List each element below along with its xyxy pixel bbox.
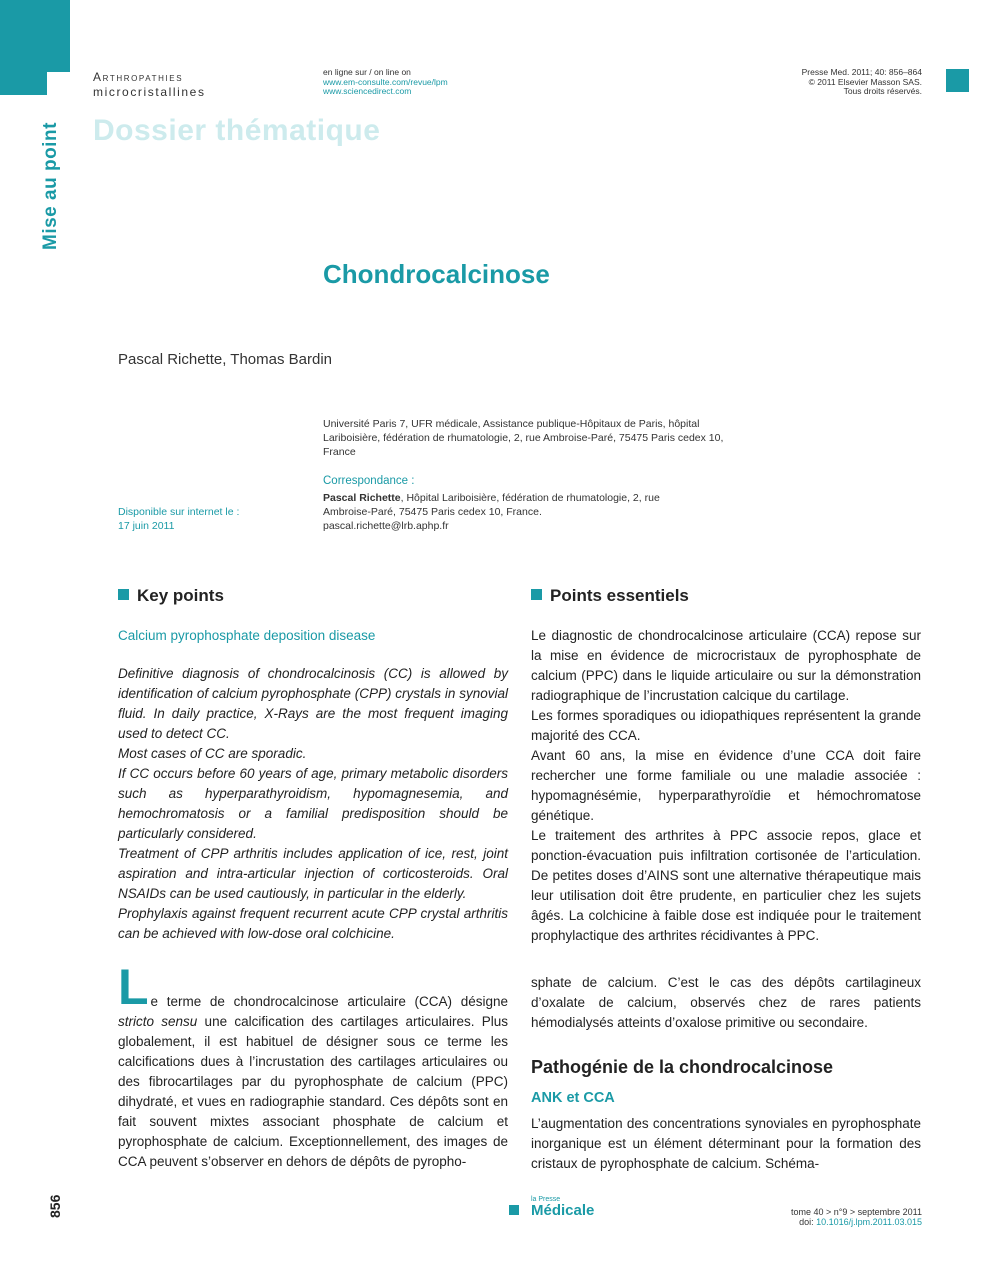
- copyright: © 2011 Elsevier Masson SAS.: [808, 76, 922, 87]
- key-point-paragraph: Definitive diagnosis of chondrocalcinosis (CC) is allowed by identification of calcium pyrophosphate (CPP) crystals in synovial fluid. In daily practice, X-Rays are the most frequent imaging used to detect CC.: [118, 666, 508, 741]
- avail-date: 17 juin 2011: [118, 520, 175, 532]
- affiliation: Université Paris 7, UFR médicale, Assistance publique-Hôpitaux de Paris, hôpital Lariboisière, fédération de rhumatologie, 2, rue Ambroise-Paré, 75475 Paris cedex 10, France: [323, 418, 724, 458]
- square-bullet-icon: [118, 589, 129, 600]
- column2-continuation: sphate de calcium. C’est le cas des dépôts cartilagineux d’oxalate de calcium, observés chez de rares patients hémodialysés atteints d’oxalose primitive ou secondaire.: [531, 975, 921, 1030]
- journal-reference: [802, 68, 922, 97]
- subsection-heading: ANK et CCA: [531, 1090, 615, 1106]
- point-paragraph: Les formes sporadiques ou idiopathiques représentent la grande majorité des CCA.: [531, 708, 921, 743]
- footer-issue-info: [791, 1207, 922, 1227]
- doi-label: doi:: [799, 1217, 817, 1227]
- intro-body: [118, 959, 509, 1172]
- doi-link[interactable]: 10.1016/j.lpm.2011.03.015: [816, 1217, 922, 1227]
- doi-line: [791, 1217, 922, 1227]
- corner-notch: [47, 72, 70, 95]
- drop-cap: L: [118, 959, 149, 1015]
- rights: Tous droits réservés.: [843, 86, 922, 96]
- points-essentiels-heading: [531, 586, 689, 606]
- dossier-title: Dossier thématique: [93, 114, 381, 147]
- pathogen-paragraph: L’augmentation des concentrations synoviales en pyrophosphate inorganique est un élément déterminant pour la formation des cristaux de pyrophosphate de calcium. Schéma-: [531, 1116, 921, 1171]
- logo-square-icon: [509, 1205, 519, 1215]
- key-point-paragraph: Most cases of CC are sporadic.: [118, 746, 307, 761]
- key-point-paragraph: Treatment of CPP arthritis includes application of ice, rest, joint aspiration and intra-articular injection of corticosteroids. Oral NSAIDs can be used cautiously, in particular in the elderly.: [118, 846, 508, 901]
- side-label: Mise au point: [40, 122, 61, 250]
- corr-email[interactable]: pascal.richette@lrb.aphp.fr: [323, 520, 449, 532]
- corr-name: Pascal Richette: [323, 492, 401, 504]
- journal-ref: Presse Med. 2011; 40: 856–864: [801, 67, 922, 77]
- section-label: [93, 70, 206, 100]
- article-title: Chondrocalcinose: [323, 259, 550, 289]
- right-accent-tab: [946, 69, 969, 92]
- online-label: en ligne sur / on line on: [323, 67, 411, 77]
- online-link-sciencedirect[interactable]: www.sciencedirect.com: [323, 86, 412, 96]
- issue-line: tome 40 > n°9 > septembre 2011: [790, 1207, 922, 1217]
- logo-small-text: la Presse: [531, 1196, 561, 1203]
- section-heading: Pathogénie de la chondrocalcinose: [531, 1057, 834, 1077]
- logo-big-text: Médicale: [531, 1202, 595, 1219]
- points-essentiels-title: Points essentiels: [550, 586, 689, 605]
- online-link-emconsulte[interactable]: www.em-consulte.com/revue/lpm: [323, 76, 448, 87]
- key-points-text: [118, 664, 508, 944]
- corr-address: , Hôpital Lariboisière, fédération de rhumatologie, 2, rue Ambroise-Paré, 75475 Paris cedex 10, France.: [323, 492, 660, 518]
- intro-italic: stricto sensu: [118, 1014, 198, 1029]
- intro-part2: une calcification des cartilages articulaires. Plus globalement, il est habituel de désigner sous ce terme les calcifications dues à l’incrustation des cartilages articulaires ou des fibrocartilages par du pyrophosphate de calcium (PPC) dihydraté, et vues en radiographie standard. Ces dépôts sont en fait souvent mixtes associant phosphate de calcium et pyrophosphate de calcium. Exceptionnellement, des images de CCA peuvent s’observer en dehors de dépôts de pyropho-: [118, 1014, 509, 1169]
- page-number: 856: [47, 1194, 63, 1218]
- key-points-title: Key points: [137, 586, 224, 605]
- square-bullet-icon: [531, 589, 542, 600]
- point-paragraph: Avant 60 ans, la mise en évidence d’une CCA doit faire rechercher une forme familiale ou une maladie associée : hypomagnésémie, hyperparathyroïdie et hémochromatose génétique.: [531, 748, 921, 823]
- point-paragraph: Le diagnostic de chondrocalcinose articulaire (CCA) repose sur la mise en évidence de microcristaux de pyrophosphate de calcium (PPC) dans le liquide articulaire ou sur la démonstration radiographique de l’incrustation calcique du cartilage.: [531, 628, 921, 703]
- key-points-subheading: Calcium pyrophosphate deposition disease: [118, 628, 376, 643]
- availability: [118, 505, 239, 533]
- points-essentiels-text: [531, 626, 921, 946]
- point-paragraph: Le traitement des arthrites à PPC associe repos, glace et ponction-évacuation puis infiltration cortisonée de l’articulation. De petites doses d’AINS sont une alternative thérapeutique mais leur utilisation doit être prudente, en particulier chez les sujets âgés. La colchicine à faible dose est indiquée pour le traitement prophylactique des arthrites récidivantes à PPC.: [531, 828, 921, 943]
- key-point-paragraph: If CC occurs before 60 years of age, primary metabolic disorders such as hyperparathyroidism, hypomagnesemia, and hemochromatosis or a familial predisposition should be particularly considered.: [118, 766, 508, 841]
- authors: Pascal Richette, Thomas Bardin: [118, 351, 332, 368]
- key-point-paragraph: Prophylaxis against frequent recurrent acute CPP crystal arthritis can be achieved with low-dose oral colchicine.: [118, 906, 508, 941]
- section-line2: microcristallines: [93, 85, 206, 99]
- intro-part1: e terme de chondrocalcinose articulaire (CCA) désigne: [150, 994, 508, 1009]
- intro-paragraph: [118, 959, 509, 1172]
- online-box: [323, 68, 448, 97]
- key-points-heading: [118, 586, 224, 606]
- avail-label: Disponible sur internet le :: [118, 506, 240, 518]
- section-line1: Arthropathies: [93, 70, 184, 84]
- correspondence-label: Correspondance :: [323, 475, 415, 487]
- correspondence-text: [323, 491, 683, 533]
